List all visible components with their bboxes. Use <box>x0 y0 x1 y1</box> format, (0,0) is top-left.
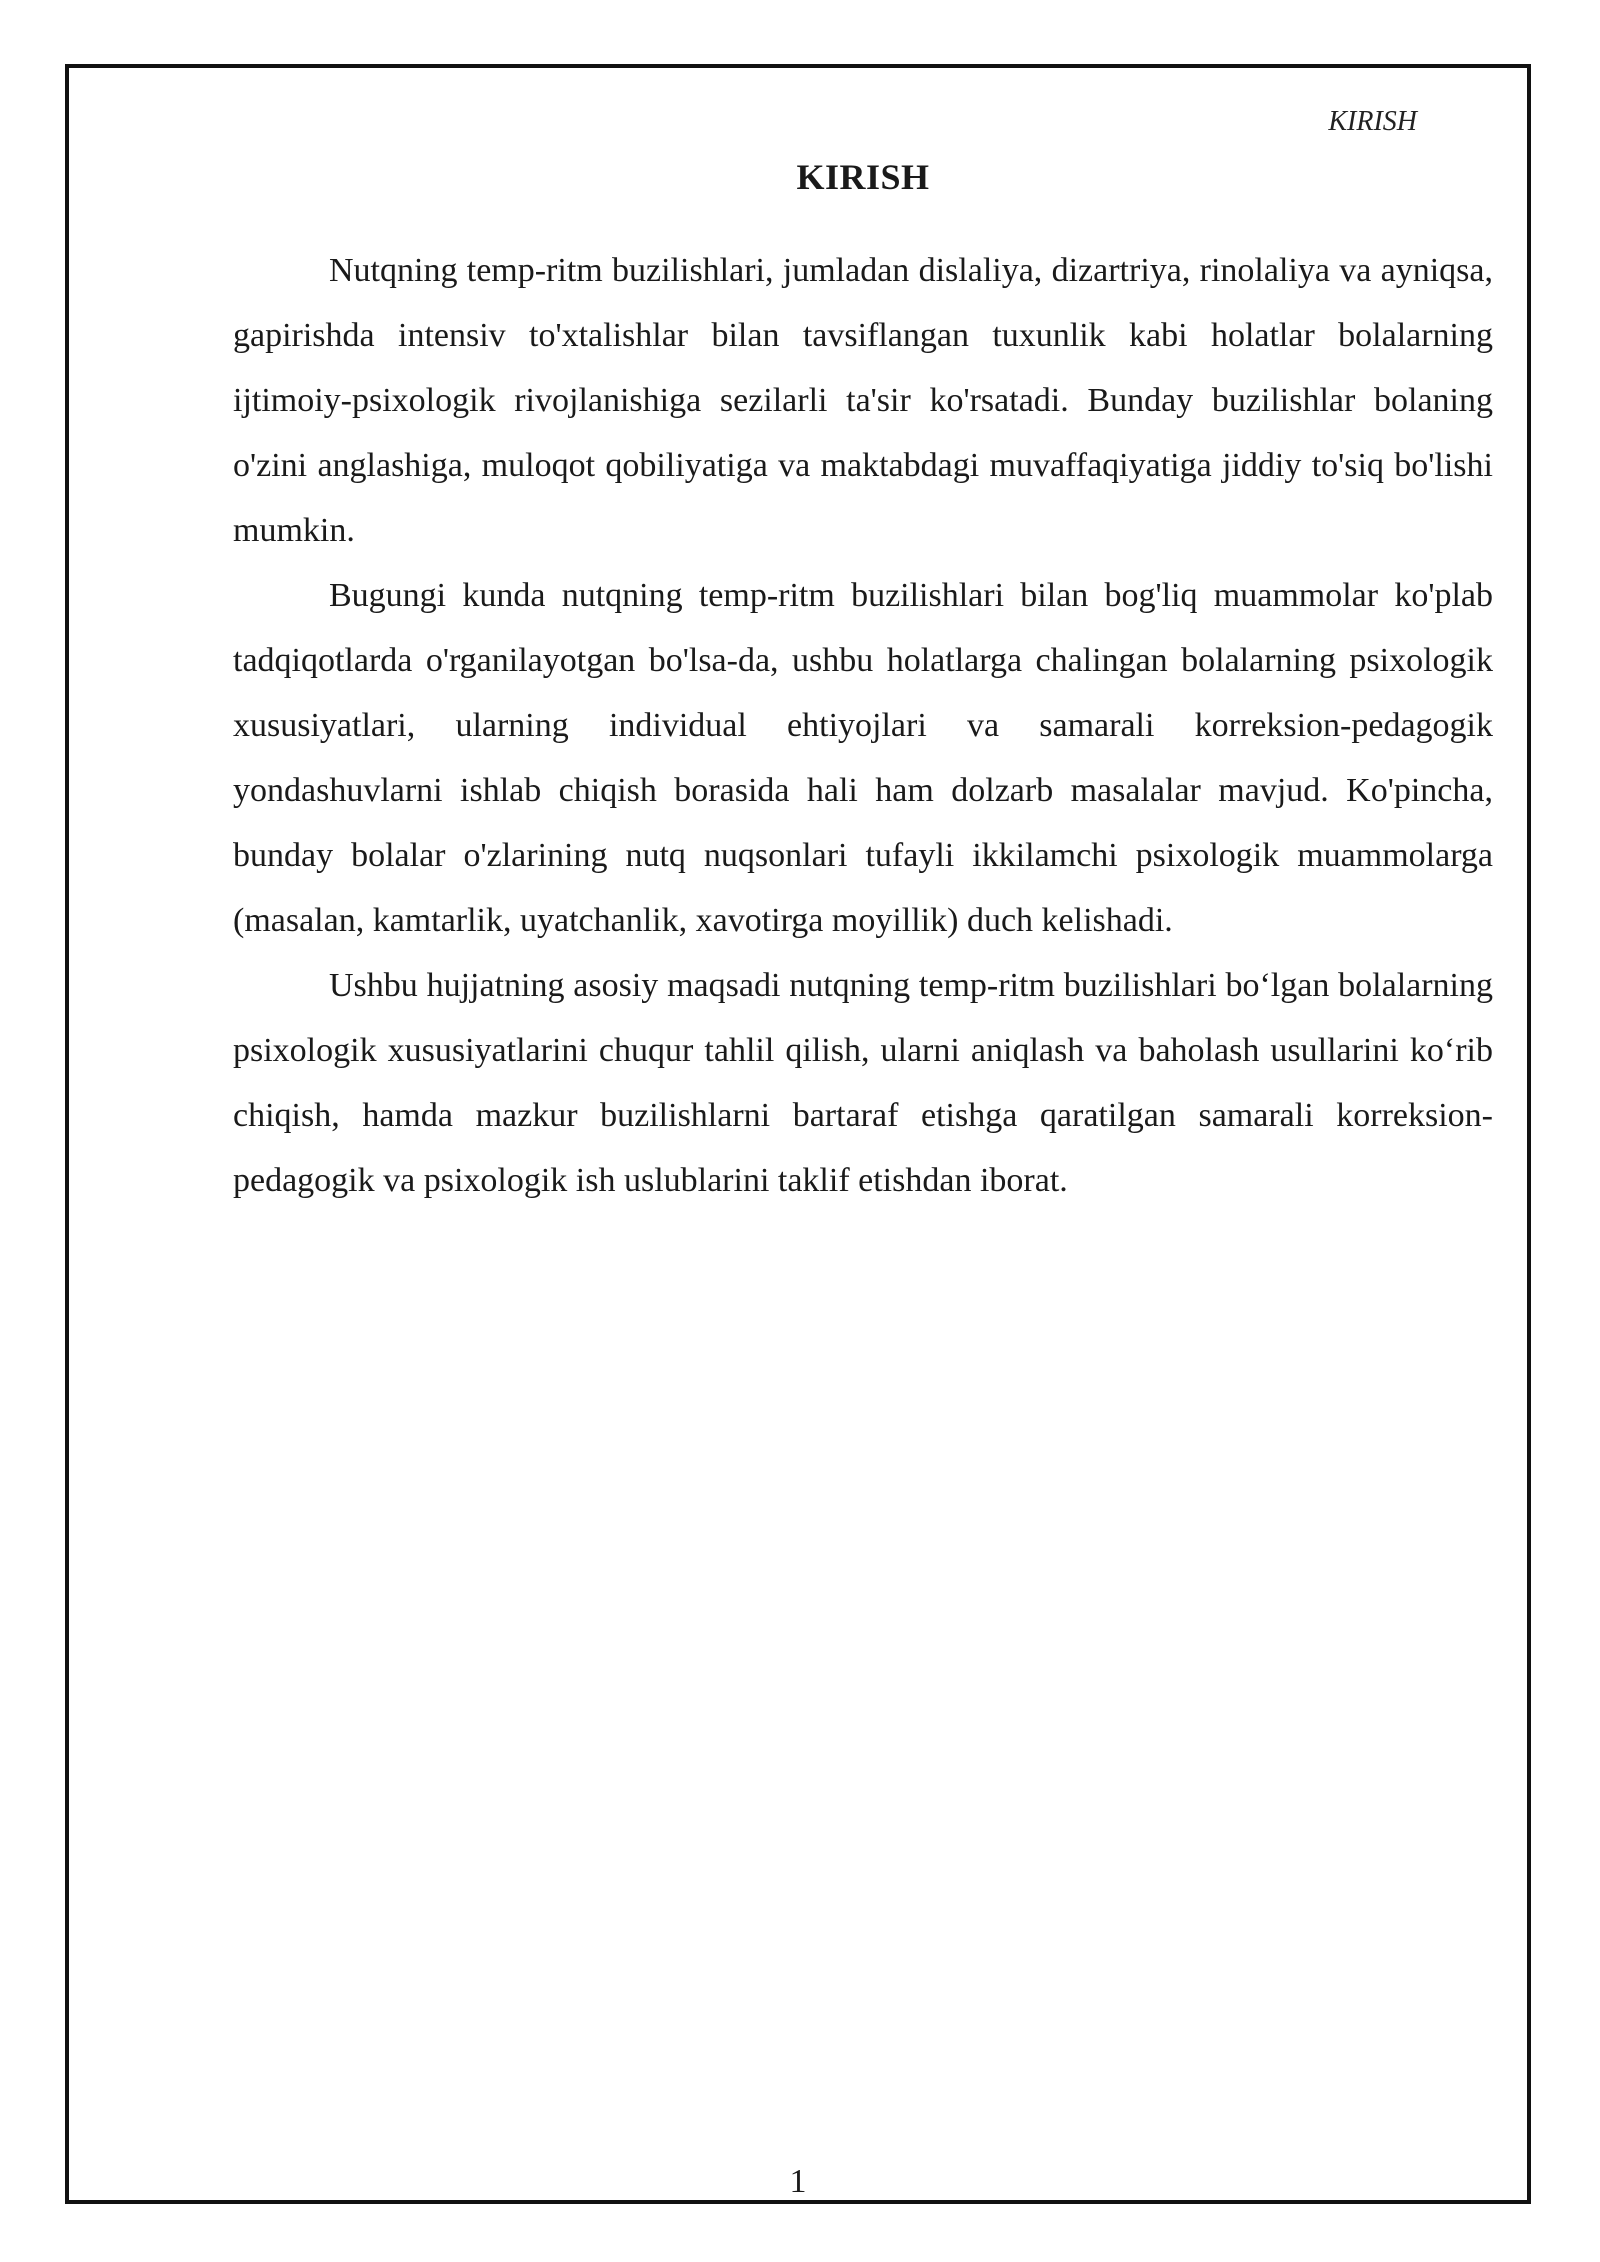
running-header: KIRISH <box>1328 106 1417 137</box>
page-title: KIRISH <box>796 157 930 197</box>
page-frame <box>65 64 1531 2204</box>
main-content <box>233 156 1493 1213</box>
body-paragraph: Nutqning temp-ritm buzilishlari, jumladan dislaliya, dizartriya, rinolaliya va ayniqsa, gapirishda intensiv to'xtalishlar bilan tavsiflangan tuxunlik kabi holatlar bolalarning ijtimoiy-psixologik rivojlanishiga sezilarli ta'sir ko'rsatadi. Bunday buzilishlar bolaning o'zini anglashiga, muloqot qobiliyatiga va maktabdagi muvaffaqiyatiga jiddiy to'siq bo'lishi mumkin. <box>233 252 1493 549</box>
body-paragraph: Bugungi kunda nutqning temp-ritm buzilishlari bilan bog'liq muammolar ko'plab tadqiqotlarda o'rganilayotgan bo'lsa-da, ushbu holatlarga chalingan bolalarning psixologik xususiyatlari, ularning individual ehtiyojlari va samarali korreksion-pedagogik yondashuvlarni ishlab chiqish borasida hali ham dolzarb masalalar mavjud. Ko'pincha, bunday bolalar o'zlarining nutq nuqsonlari tufayli ikkilamchi psixologik muammolarga (masalan, kamtarlik, uyatchanlik, xavotirga moyillik) duch kelishadi. <box>233 577 1493 939</box>
body-paragraph: Ushbu hujjatning asosiy maqsadi nutqning temp-ritm buzilishlari bo‘lgan bolalarning psixologik xususiyatlarini chuqur tahlil qilish, ularni aniqlash va baholash usullarini ko‘rib chiqish, hamda mazkur buzilishlarni bartaraf etishga qaratilgan samarali korreksion-pedagogik va psixologik ish uslublarini taklif etishdan iborat. <box>233 967 1493 1199</box>
page-number: 1 <box>789 2163 807 2200</box>
